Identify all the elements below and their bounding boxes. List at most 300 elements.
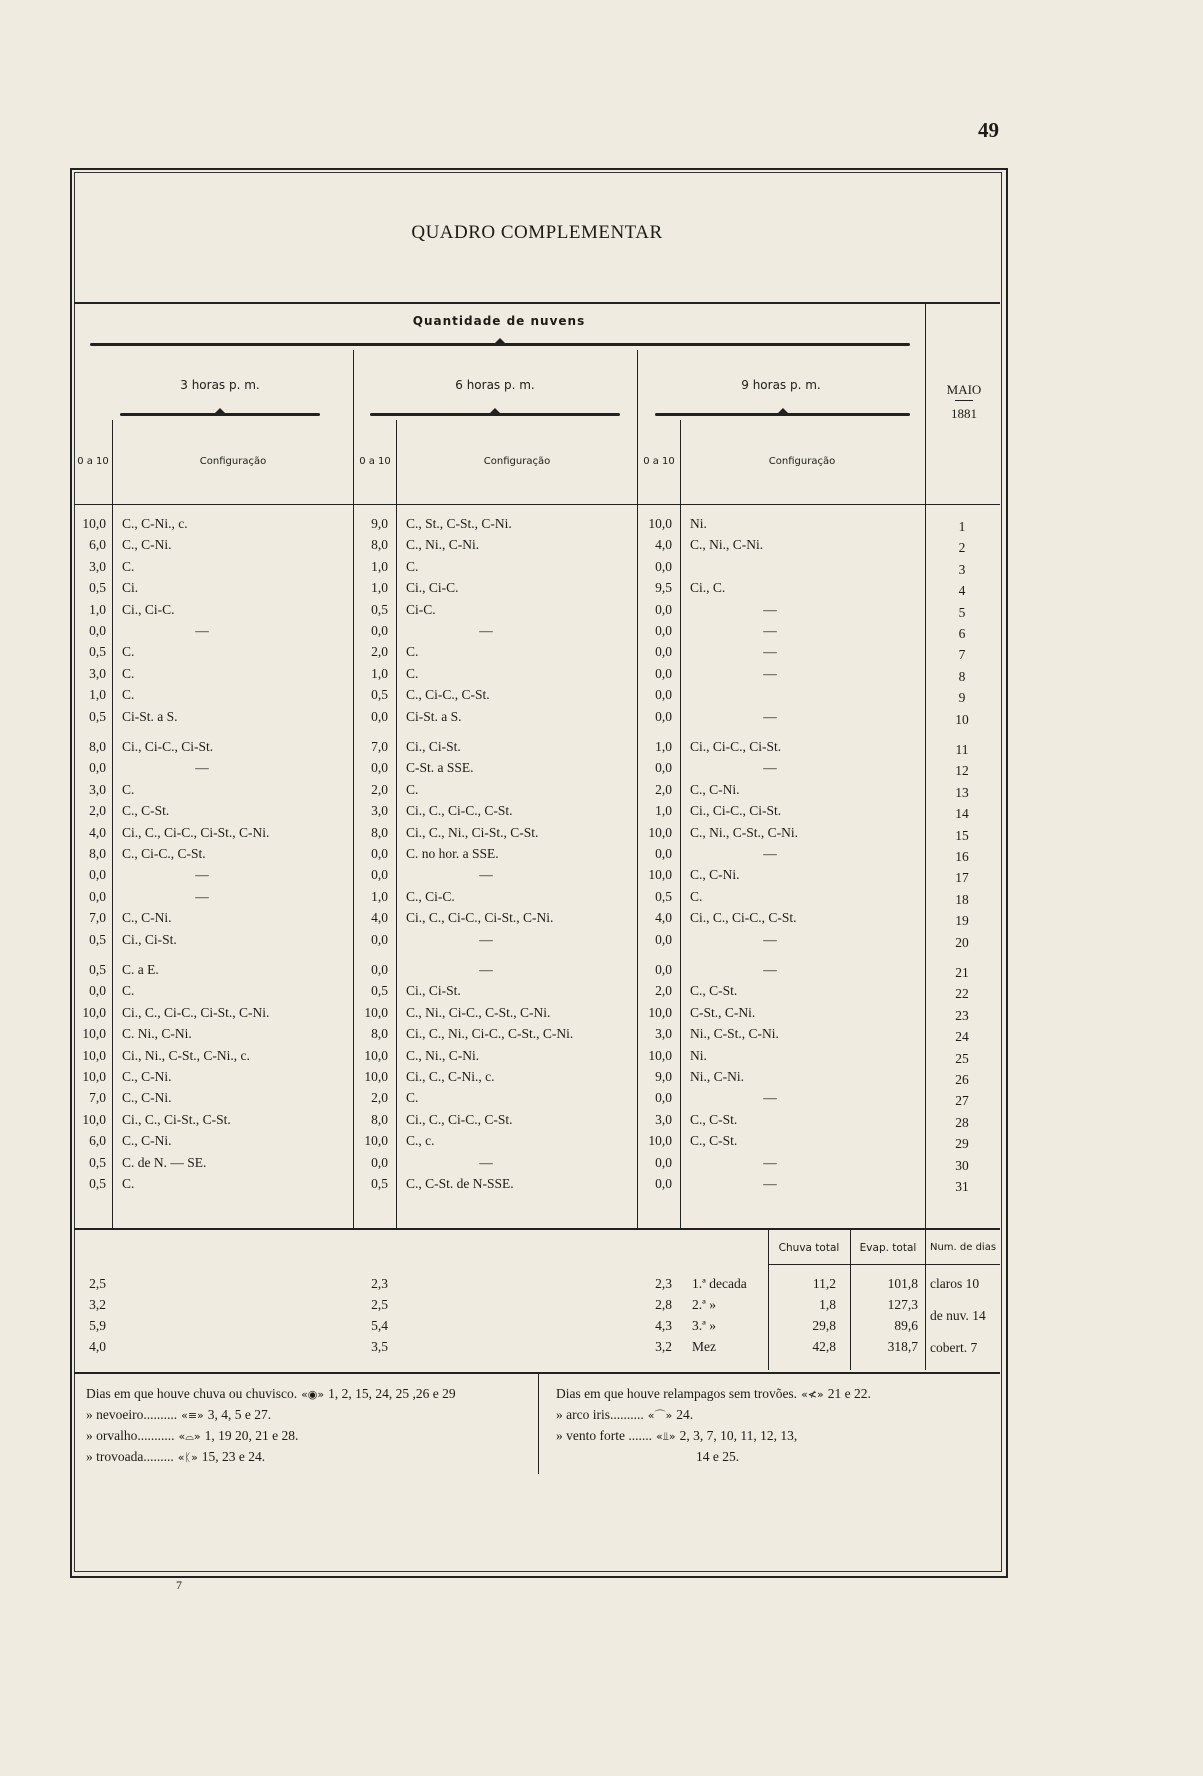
mean-3pm: 4,0 <box>89 1339 106 1354</box>
cloud-config-3pm: Ci., Ci-C., Ci-St. <box>122 739 214 754</box>
cloud-config-9pm: — <box>763 1090 777 1106</box>
cloud-amount-6pm: 0,0 <box>371 931 388 947</box>
cloud-amount-6pm: 0,0 <box>371 708 388 724</box>
clouds-header: Quantidade de nuvens <box>412 314 586 328</box>
col-config-6pm: Configuração <box>483 456 551 467</box>
cloud-config-6pm: Ci-C. <box>406 601 436 617</box>
cloud-config-6pm: C., Ci-C. <box>406 888 455 904</box>
table-row <box>0 1048 1000 1068</box>
cloud-config-3pm: Ci., Ci-St. <box>122 931 177 947</box>
col-config-9pm: Configuração <box>768 456 836 467</box>
table-row <box>0 1069 1000 1089</box>
cloud-config-9pm: Ni., C-Ni. <box>690 1069 744 1084</box>
cloud-config-9pm: Ci., Ci-C., Ci-St. <box>690 739 782 754</box>
cloud-amount-3pm: 2,0 <box>89 803 106 819</box>
table-row <box>0 516 1000 536</box>
cloud-config-9pm: — <box>763 931 777 947</box>
cloud-config-3pm: Ci., C., Ci-St., C-St. <box>122 1111 231 1127</box>
legend-days: 14 e 25. <box>696 1449 740 1464</box>
legend-line <box>556 1386 996 1402</box>
table-row <box>0 846 1000 866</box>
table-row <box>0 1176 1000 1196</box>
cloud-config-3pm: C. <box>122 687 135 703</box>
cloud-config-3pm: C. <box>122 558 135 574</box>
cloud-amount-9pm: 1,0 <box>655 739 672 754</box>
header-bottom-rule <box>74 504 1000 505</box>
weather-symbol-icon: «◉» <box>301 1388 325 1401</box>
day-number: 7 <box>958 647 966 663</box>
cloud-amount-6pm: 0,0 <box>371 846 388 861</box>
legend-label: » vento forte ....... <box>556 1428 652 1443</box>
cloud-config-9pm: Ci., C. <box>690 580 726 596</box>
cloud-amount-9pm: 0,5 <box>655 888 672 904</box>
cloud-amount-6pm: 1,0 <box>371 558 388 574</box>
legend-line <box>86 1449 534 1465</box>
cloud-amount-3pm: 0,5 <box>89 962 106 977</box>
cloud-amount-6pm: 0,0 <box>371 623 388 638</box>
weather-symbol-icon: «⫫» <box>655 1430 676 1443</box>
cloud-amount-6pm: 8,0 <box>371 537 388 553</box>
cloud-config-9pm: C., Ni., C-St., C-Ni. <box>690 824 799 840</box>
evap-total: 101,8 <box>887 1276 918 1291</box>
summary-top-rule <box>74 1228 1000 1230</box>
summary-row <box>0 1276 1000 1296</box>
cloud-config-6pm: — <box>479 1154 493 1170</box>
cloud-amount-6pm: 2,0 <box>371 644 388 660</box>
cloud-config-3pm: C., C-Ni. <box>122 910 172 926</box>
cloud-config-6pm: — <box>479 867 493 883</box>
evap-total: 89,6 <box>894 1318 918 1333</box>
cloud-config-3pm: C. a E. <box>122 962 159 977</box>
cloud-amount-6pm: 10,0 <box>364 1133 388 1149</box>
cloud-config-6pm: C. <box>406 665 419 681</box>
cloud-amount-9pm: 0,0 <box>655 962 672 977</box>
cloud-amount-6pm: 0,5 <box>371 601 388 617</box>
cloud-config-6pm: C. <box>406 1090 419 1106</box>
days-overcast: cobert. 7 <box>930 1340 978 1355</box>
cloud-amount-6pm: 1,0 <box>371 580 388 596</box>
period-3pm: 3 horas p. m. <box>180 378 260 392</box>
cloud-config-9pm: C., C-Ni. <box>690 781 740 797</box>
cloud-config-3pm: Ci., Ci-C. <box>122 601 175 617</box>
days-clear: claros 10 <box>930 1276 980 1291</box>
cloud-config-3pm: — <box>195 867 209 883</box>
table-row <box>0 623 1000 643</box>
cloud-amount-3pm: 8,0 <box>89 739 106 754</box>
mean-6pm: 5,4 <box>371 1318 388 1333</box>
cloud-config-6pm: — <box>479 623 493 638</box>
cloud-config-9pm: Ci., C., Ci-C., C-St. <box>690 910 797 926</box>
cloud-config-9pm: Ni. <box>690 1047 707 1063</box>
day-number: 15 <box>955 827 969 843</box>
cloud-config-3pm: — <box>195 760 209 776</box>
cloud-amount-6pm: 2,0 <box>371 1090 388 1106</box>
cloud-config-3pm: C. Ni., C-Ni. <box>122 1026 192 1042</box>
cloud-amount-6pm: 3,0 <box>371 803 388 819</box>
cloud-amount-3pm: 6,0 <box>89 1133 106 1149</box>
table-row <box>0 687 1000 707</box>
rain-total: 29,8 <box>812 1318 836 1333</box>
header-days: Num. de dias <box>929 1242 997 1253</box>
cloud-amount-3pm: 0,5 <box>89 580 106 596</box>
mean-9pm: 4,3 <box>655 1318 672 1333</box>
table-row <box>0 1112 1000 1132</box>
day-number: 25 <box>955 1050 969 1066</box>
cloud-config-6pm: C., c. <box>406 1133 435 1149</box>
legend-days: 1, 2, 15, 24, 25 ,26 e 29 <box>328 1386 456 1401</box>
cloud-config-6pm: Ci., C., Ci-C., C-St. <box>406 803 513 819</box>
legend-label: » nevoeiro.......... <box>86 1407 178 1422</box>
summary-row <box>0 1318 1000 1338</box>
cloud-config-3pm: Ci. <box>122 580 139 596</box>
weather-symbol-icon: «≡» <box>181 1409 204 1422</box>
month-underline <box>955 400 973 401</box>
table-row <box>0 1155 1000 1175</box>
table-row <box>0 825 1000 845</box>
cloud-config-6pm: C., St., C-St., C-Ni. <box>406 516 512 531</box>
mean-6pm: 2,3 <box>371 1276 388 1291</box>
cloud-amount-3pm: 7,0 <box>89 910 106 926</box>
cloud-config-3pm: — <box>195 623 209 638</box>
cloud-amount-3pm: 8,0 <box>89 846 106 861</box>
cloud-amount-6pm: 10,0 <box>364 1047 388 1063</box>
cloud-amount-6pm: 10,0 <box>364 1004 388 1020</box>
day-number: 23 <box>955 1007 969 1023</box>
weather-symbol-icon: «⌓» <box>178 1430 201 1443</box>
cloud-amount-6pm: 1,0 <box>371 665 388 681</box>
cloud-amount-9pm: 0,0 <box>655 708 672 724</box>
table-row <box>0 559 1000 579</box>
cloud-config-6pm: — <box>479 931 493 947</box>
period-label: 3.ª » <box>692 1318 716 1333</box>
cloud-amount-9pm: 0,0 <box>655 687 672 703</box>
period-label: 2.ª » <box>692 1297 716 1312</box>
cloud-config-6pm: Ci., C., Ni., Ci-St., C-St. <box>406 824 539 840</box>
cloud-config-6pm: C., Ni., Ci-C., C-St., C-Ni. <box>406 1004 551 1020</box>
mean-6pm: 3,5 <box>371 1339 388 1354</box>
table-row <box>0 782 1000 802</box>
cloud-config-6pm: Ci., C., C-Ni., c. <box>406 1069 495 1084</box>
cloud-amount-9pm: 0,0 <box>655 601 672 617</box>
cloud-amount-6pm: 8,0 <box>371 824 388 840</box>
cloud-config-6pm: Ci., Ci-St. <box>406 739 461 754</box>
cloud-config-3pm: C. <box>122 781 135 797</box>
day-number: 9 <box>958 690 966 706</box>
day-number: 28 <box>955 1114 969 1130</box>
table-row <box>0 962 1000 982</box>
day-number: 17 <box>955 870 969 886</box>
month-label: MAIO <box>946 382 982 397</box>
legend-label: Dias em que houve chuva ou chuvisco. <box>86 1386 298 1401</box>
cloud-amount-3pm: 0,5 <box>89 1176 106 1191</box>
cloud-amount-9pm: 0,0 <box>655 760 672 776</box>
mean-9pm: 3,2 <box>655 1339 672 1354</box>
cloud-config-3pm: C., Ci-C., C-St. <box>122 846 206 861</box>
cloud-amount-3pm: 6,0 <box>89 537 106 553</box>
cloud-config-9pm: Ni. <box>690 516 707 531</box>
cloud-amount-6pm: 0,5 <box>371 687 388 703</box>
cloud-amount-9pm: 0,0 <box>655 558 672 574</box>
day-number: 11 <box>955 742 969 757</box>
cloud-config-3pm: C. de N. — SE. <box>122 1154 207 1170</box>
cloud-amount-9pm: 0,0 <box>655 644 672 660</box>
cloud-amount-3pm: 3,0 <box>89 558 106 574</box>
table-row <box>0 910 1000 930</box>
cloud-config-3pm: C., C-Ni., c. <box>122 516 188 531</box>
day-number: 20 <box>955 934 969 950</box>
table-row <box>0 709 1000 729</box>
table-row <box>0 760 1000 780</box>
legend-days: 3, 4, 5 e 27. <box>207 1407 272 1422</box>
mean-6pm: 2,5 <box>371 1297 388 1312</box>
rain-total: 11,2 <box>812 1276 836 1291</box>
cloud-amount-9pm: 9,0 <box>655 1069 672 1084</box>
cloud-config-9pm: — <box>763 846 777 861</box>
cloud-amount-3pm: 0,5 <box>89 644 106 660</box>
table-row <box>0 867 1000 887</box>
cloud-amount-6pm: 9,0 <box>371 516 388 531</box>
cloud-amount-6pm: 8,0 <box>371 1111 388 1127</box>
table-row <box>0 739 1000 759</box>
cloud-config-9pm: C., C-Ni. <box>690 867 740 883</box>
cloud-amount-3pm: 10,0 <box>82 1111 106 1127</box>
table-row <box>0 580 1000 600</box>
evap-total: 127,3 <box>887 1297 918 1312</box>
cloud-config-3pm: C. <box>122 1176 135 1191</box>
page-number: 49 <box>978 118 999 142</box>
cloud-amount-3pm: 10,0 <box>82 1004 106 1020</box>
day-number: 4 <box>958 583 966 599</box>
table-row <box>0 1090 1000 1110</box>
cloud-amount-9pm: 1,0 <box>655 803 672 819</box>
header-rain: Chuva total <box>778 1242 840 1254</box>
cloud-amount-9pm: 0,0 <box>655 623 672 638</box>
day-number: 31 <box>955 1179 969 1194</box>
legend-label: » orvalho........... <box>86 1428 175 1443</box>
cloud-amount-9pm: 0,0 <box>655 1176 672 1191</box>
day-number: 14 <box>955 806 969 822</box>
table-row <box>0 932 1000 952</box>
cloud-config-6pm: C. no hor. a SSE. <box>406 846 499 861</box>
cloud-config-9pm: — <box>763 962 777 977</box>
cloud-amount-6pm: 2,0 <box>371 781 388 797</box>
cloud-config-6pm: Ci., Ci-C. <box>406 580 459 596</box>
table-row <box>0 666 1000 686</box>
cloud-config-3pm: C., C-Ni. <box>122 537 172 553</box>
cloud-amount-9pm: 0,0 <box>655 931 672 947</box>
cloud-amount-3pm: 1,0 <box>89 687 106 703</box>
cloud-amount-3pm: 10,0 <box>82 1026 106 1042</box>
cloud-config-6pm: C. <box>406 644 419 660</box>
cloud-config-9pm: Ni., C-St., C-Ni. <box>690 1026 779 1042</box>
legend-days: 1, 19 20, 21 e 28. <box>204 1428 299 1443</box>
day-number: 2 <box>958 540 966 556</box>
cloud-config-6pm: Ci., C., Ni., Ci-C., C-St., C-Ni. <box>406 1026 574 1042</box>
cloud-amount-9pm: 10,0 <box>648 867 672 883</box>
cloud-amount-6pm: 4,0 <box>371 910 388 926</box>
cloud-amount-9pm: 10,0 <box>648 1133 672 1149</box>
cloud-amount-3pm: 0,5 <box>89 1154 106 1170</box>
day-number: 19 <box>955 913 969 929</box>
cloud-amount-3pm: 7,0 <box>89 1090 106 1106</box>
day-number: 27 <box>955 1093 969 1109</box>
cloud-config-9pm: — <box>763 623 777 638</box>
mean-9pm: 2,8 <box>655 1297 672 1312</box>
cloud-config-9pm: — <box>763 1176 777 1191</box>
cloud-amount-3pm: 1,0 <box>89 601 106 617</box>
table-row <box>0 602 1000 622</box>
legend-label: » arco iris.......... <box>556 1407 644 1422</box>
legend-line <box>86 1428 534 1444</box>
cloud-config-9pm: C., C-St. <box>690 1133 738 1149</box>
cloud-amount-3pm: 3,0 <box>89 665 106 681</box>
legend-days: 15, 23 e 24. <box>201 1449 266 1464</box>
cloud-amount-3pm: 0,0 <box>89 760 106 776</box>
cloud-amount-6pm: 10,0 <box>364 1069 388 1084</box>
cloud-config-6pm: C., C-St. de N-SSE. <box>406 1176 514 1191</box>
mean-3pm: 3,2 <box>89 1297 106 1312</box>
cloud-amount-6pm: 0,0 <box>371 760 388 776</box>
cloud-config-6pm: C. <box>406 781 419 797</box>
legend-divider <box>538 1374 539 1474</box>
cloud-config-9pm: — <box>763 601 777 617</box>
table-row <box>0 1133 1000 1153</box>
period-label: Mez <box>692 1339 716 1354</box>
cloud-amount-9pm: 10,0 <box>648 824 672 840</box>
cloud-amount-3pm: 0,0 <box>89 623 106 638</box>
col-scale-6pm: 0 a 10 <box>359 456 391 467</box>
legend-label: » trovoada......... <box>86 1449 174 1464</box>
cloud-config-3pm: C., C-Ni. <box>122 1090 172 1106</box>
cloud-config-3pm: C., C-Ni. <box>122 1069 172 1084</box>
cloud-amount-9pm: 2,0 <box>655 983 672 999</box>
legend-days: 24. <box>676 1407 694 1422</box>
cloud-config-6pm: Ci-St. a S. <box>406 708 462 724</box>
cloud-config-9pm: — <box>763 1154 777 1170</box>
cloud-config-9pm: C. <box>690 888 703 904</box>
cloud-amount-9pm: 2,0 <box>655 781 672 797</box>
summary-row <box>0 1297 1000 1317</box>
mean-3pm: 5,9 <box>89 1318 106 1333</box>
cloud-config-6pm: C. <box>406 558 419 574</box>
cloud-amount-9pm: 4,0 <box>655 910 672 926</box>
day-number: 21 <box>955 965 969 980</box>
cloud-config-3pm: C., C-St. <box>122 803 170 819</box>
cloud-amount-9pm: 4,0 <box>655 537 672 553</box>
cloud-amount-6pm: 0,0 <box>371 867 388 883</box>
legend-label: Dias em que houve relampagos sem trovões. <box>556 1386 798 1401</box>
legend-line <box>86 1386 534 1402</box>
day-number: 12 <box>955 763 969 779</box>
legend-line <box>556 1449 996 1465</box>
cloud-config-6pm: C., Ci-C., C-St. <box>406 687 490 703</box>
col-scale-3pm: 0 a 10 <box>77 456 109 467</box>
cloud-config-9pm: — <box>763 644 777 660</box>
summary-header-rule <box>768 1264 1000 1265</box>
cloud-amount-9pm: 10,0 <box>648 1047 672 1063</box>
cloud-config-3pm: C. <box>122 665 135 681</box>
cloud-amount-3pm: 0,0 <box>89 867 106 883</box>
day-number: 6 <box>958 626 966 641</box>
cloud-amount-9pm: 10,0 <box>648 1004 672 1020</box>
cloud-config-3pm: C. <box>122 644 135 660</box>
weather-symbol-icon: «⌒» <box>647 1409 673 1422</box>
cloud-config-6pm: Ci., Ci-St. <box>406 983 461 999</box>
cloud-config-6pm: Ci., C., Ci-C., C-St. <box>406 1111 513 1127</box>
cloud-amount-6pm: 0,0 <box>371 1154 388 1170</box>
cloud-amount-3pm: 10,0 <box>82 516 106 531</box>
cloud-amount-9pm: 3,0 <box>655 1111 672 1127</box>
cloud-config-9pm: — <box>763 708 777 724</box>
cloud-config-6pm: C., Ni., C-Ni. <box>406 537 480 553</box>
year-label: 1881 <box>951 406 977 421</box>
day-number: 24 <box>955 1029 969 1045</box>
table-row <box>0 537 1000 557</box>
header-evap: Evap. total <box>859 1242 917 1254</box>
legend-days: 2, 3, 7, 10, 11, 12, 13, <box>679 1428 798 1443</box>
legend-top-rule <box>74 1372 1000 1374</box>
day-number: 22 <box>955 986 969 1002</box>
day-number: 1 <box>958 519 966 534</box>
cloud-amount-3pm: 0,0 <box>89 983 106 999</box>
day-number: 3 <box>958 561 966 577</box>
col-scale-9pm: 0 a 10 <box>643 456 675 467</box>
summary-row <box>0 1339 1000 1359</box>
cloud-config-6pm: — <box>479 962 493 977</box>
brace-9pm <box>655 412 910 416</box>
cloud-amount-9pm: 3,0 <box>655 1026 672 1042</box>
cloud-config-9pm: — <box>763 760 777 776</box>
cloud-config-9pm: C., C-St. <box>690 983 738 999</box>
rain-total: 42,8 <box>812 1339 836 1354</box>
evap-total: 318,7 <box>887 1339 918 1354</box>
brace-3pm <box>120 412 320 416</box>
table-row <box>0 1005 1000 1025</box>
cloud-config-3pm: Ci., C., Ci-C., Ci-St., C-Ni. <box>122 824 270 840</box>
cloud-config-6pm: C., Ni., C-Ni. <box>406 1047 480 1063</box>
cloud-config-9pm: C., C-St. <box>690 1111 738 1127</box>
cloud-config-3pm: Ci., C., Ci-C., Ci-St., C-Ni. <box>122 1004 270 1020</box>
mean-3pm: 2,5 <box>89 1276 106 1291</box>
cloud-config-3pm: — <box>195 888 209 904</box>
day-number: 16 <box>955 849 969 864</box>
table-row <box>0 983 1000 1003</box>
legend-line <box>556 1428 996 1444</box>
table-row <box>0 1026 1000 1046</box>
cloud-amount-6pm: 0,5 <box>371 1176 388 1191</box>
cloud-amount-3pm: 0,5 <box>89 931 106 947</box>
cloud-amount-9pm: 10,0 <box>648 516 672 531</box>
legend-days: 21 e 22. <box>827 1386 871 1401</box>
day-number: 13 <box>955 784 969 800</box>
brace-6pm <box>370 412 620 416</box>
day-number: 29 <box>955 1136 969 1152</box>
clouds-brace <box>90 342 910 346</box>
cloud-amount-9pm: 0,0 <box>655 665 672 681</box>
cloud-amount-3pm: 0,0 <box>89 888 106 904</box>
cloud-amount-3pm: 10,0 <box>82 1069 106 1084</box>
weather-symbol-icon: «≮» <box>801 1388 824 1401</box>
cloud-amount-9pm: 0,0 <box>655 1154 672 1170</box>
cloud-amount-9pm: 0,0 <box>655 1090 672 1106</box>
cloud-config-6pm: Ci., C., Ci-C., Ci-St., C-Ni. <box>406 910 554 926</box>
cloud-amount-9pm: 9,5 <box>655 580 672 596</box>
days-cloudy: de nuv. 14 <box>930 1308 986 1323</box>
cloud-amount-3pm: 4,0 <box>89 824 106 840</box>
weather-symbol-icon: «ᛕ» <box>177 1451 198 1464</box>
legend-line <box>86 1407 534 1423</box>
day-number: 26 <box>955 1072 969 1087</box>
